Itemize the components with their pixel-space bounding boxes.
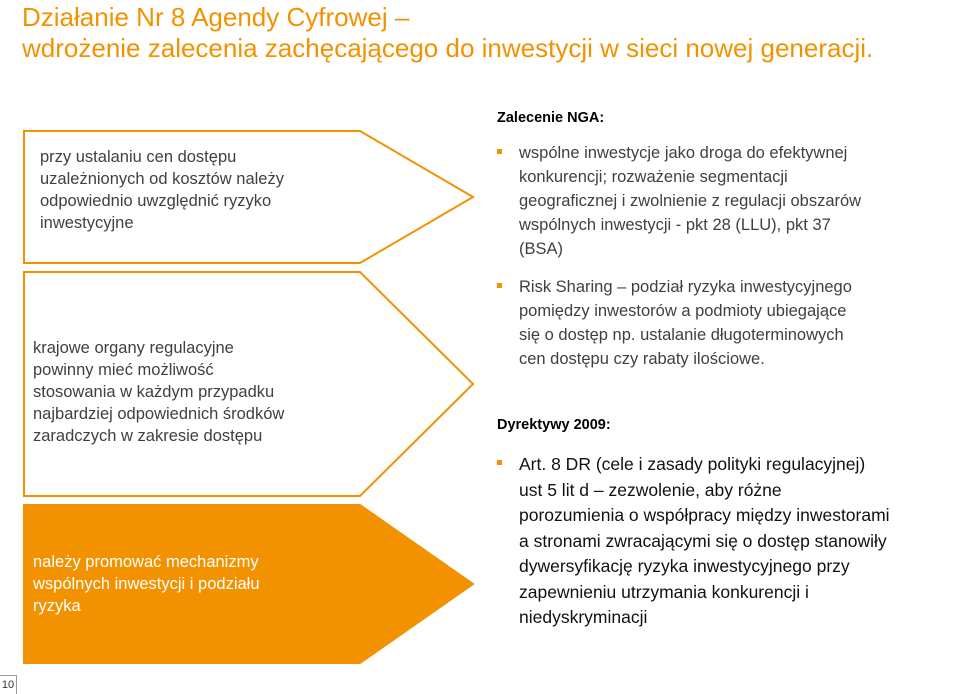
arrow-text-1 xyxy=(40,146,284,234)
bullet-square-icon xyxy=(497,149,502,154)
arrow-2-line: stosowania w każdym przypadku xyxy=(33,383,275,401)
arrow-3-line: wspólnych inwestycji i podziału xyxy=(33,575,260,593)
nga-heading: Zalecenie NGA: xyxy=(497,110,605,126)
title-line-2: wdrożenie zalecenia zachęcającego do inwestycji w sieci nowej generacji. xyxy=(22,33,874,63)
nga-bullet-list xyxy=(497,141,861,381)
arrow-1-line: inwestycyjne xyxy=(40,214,134,232)
page-number: 10 xyxy=(0,675,17,694)
bullet-line: się o dostęp np. ustalanie długoterminowych xyxy=(519,326,844,344)
bullet-line: pomiędzy inwestorów a podmioty ubiegające xyxy=(519,302,847,320)
arrow-3-line: należy promować mechanizmy xyxy=(33,553,259,571)
bullet-line: Risk Sharing – podział ryzyka inwestycyjnego xyxy=(519,278,852,296)
bullet-square-icon xyxy=(497,460,502,465)
bullet-line: a stronami zwracającymi się o dostęp stanowiły xyxy=(519,530,887,551)
bullet-line: cen dostępu czy rabaty ilościowe. xyxy=(519,350,765,368)
bullet-line: konkurencji; rozważenie segmentacji xyxy=(519,168,788,186)
bullet-line: (BSA) xyxy=(519,240,564,258)
arrow-1-line: uzależnionych od kosztów należy xyxy=(40,170,284,188)
arrow-1-line: przy ustalaniu cen dostępu xyxy=(40,148,237,166)
list-item xyxy=(497,275,861,371)
arrow-text-2 xyxy=(33,337,284,447)
arrow-text-3 xyxy=(33,551,260,617)
arrow-1-line: odpowiednio uwzględnić ryzyko xyxy=(40,192,272,210)
arrow-2-line: najbardziej odpowiednich środków xyxy=(33,405,285,423)
list-item xyxy=(497,452,890,631)
bullet-line: geograficznej i zwolnienie z regulacji obszarów xyxy=(519,192,862,210)
arrow-3-line: ryzyka xyxy=(33,597,81,615)
bullet-line: porozumienia o współpracy między inwestorami xyxy=(519,505,890,525)
directives-heading: Dyrektywy 2009: xyxy=(497,417,611,433)
arrow-2-line: krajowe organy regulacyjne xyxy=(33,339,234,357)
bullet-line: dywersyfikację ryzyka inwestycyjnego przy xyxy=(519,556,850,576)
bullet-line: wspólnych inwestycji - pkt 28 (LLU), pkt 37 xyxy=(519,216,831,234)
arrow-2-line: zaradczych w zakresie dostępu xyxy=(33,427,263,445)
title-line-1: Działanie Nr 8 Agendy Cyfrowej – xyxy=(22,2,410,32)
bullet-line: Art. 8 DR (cele i zasady polityki regulacyjnej) xyxy=(519,454,866,474)
bullet-square-icon xyxy=(497,283,502,288)
bullet-line: wspólne inwestycje jako droga do efektywnej xyxy=(519,144,848,162)
arrow-2-line: powinny mieć możliwość xyxy=(33,361,214,379)
bullet-line: ust 5 lit d – zezwolenie, aby różne xyxy=(519,479,782,500)
list-item xyxy=(497,141,861,261)
bullet-line: niedyskryminacji xyxy=(519,607,648,627)
directives-bullet-list xyxy=(497,452,890,641)
bullet-line: zapewnieniu utrzymania konkurencji i xyxy=(519,581,809,602)
